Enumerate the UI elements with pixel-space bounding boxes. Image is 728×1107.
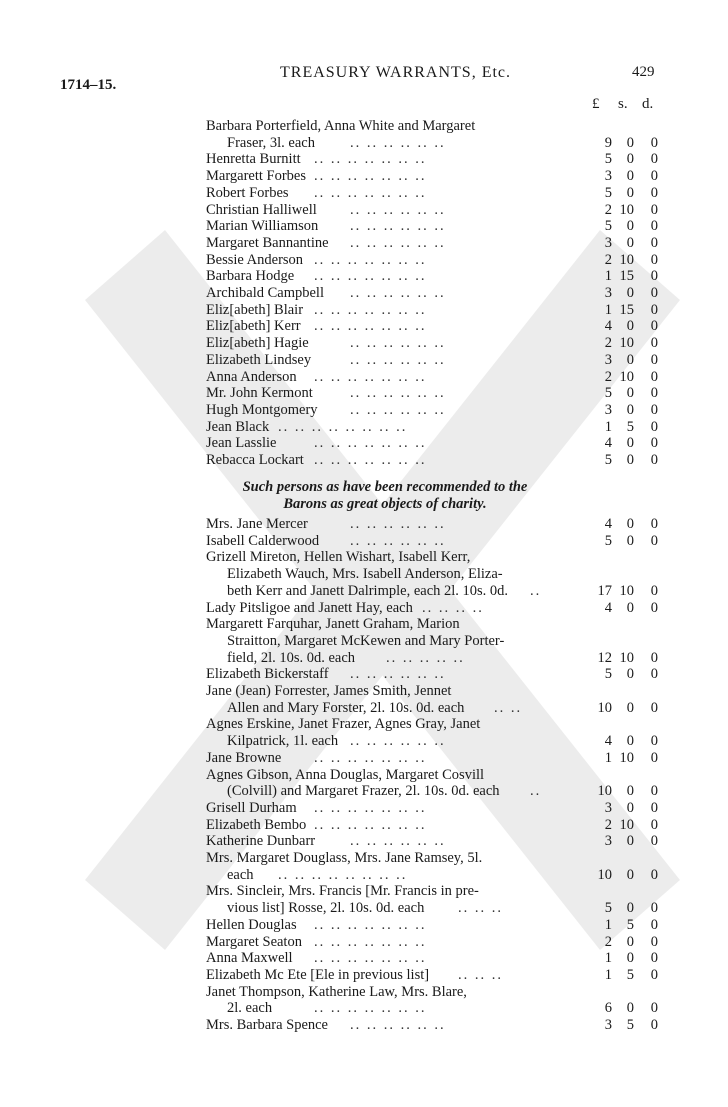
- entry-line: [206, 733, 664, 750]
- entry-line: [206, 984, 664, 1001]
- pounds-value: 10: [597, 866, 612, 883]
- pence-value: 0: [650, 516, 658, 532]
- section-heading-line: Barons as great objects of charity.: [283, 496, 487, 512]
- pence-value: 0: [650, 335, 658, 352]
- entry-line: [206, 369, 664, 386]
- pence-value: 0: [650, 900, 658, 917]
- pounds-value: 2: [604, 251, 612, 268]
- recipient-text: Fraser, 3l. each: [227, 134, 315, 151]
- recipient-text: Margaret Seaton: [206, 933, 302, 950]
- pounds-value: 4: [604, 435, 612, 452]
- recipient-text: Eliz[abeth] Kerr: [206, 318, 301, 335]
- shillings-value: 5: [626, 418, 634, 435]
- recipient-text: Mrs. Sincleir, Mrs. Francis [Mr. Francis in pre-: [206, 883, 479, 900]
- pounds-header: £: [592, 96, 600, 112]
- pence-value: 0: [650, 966, 658, 983]
- entry-line: [206, 883, 664, 900]
- pence-value: 0: [650, 418, 658, 435]
- shillings-value: 0: [626, 900, 634, 917]
- dot-leader: .. .. .. .. .. .. ..: [314, 301, 427, 318]
- pence-value: 0: [650, 351, 658, 368]
- recipient-text: vious list] Rosse, 2l. 10s. 0d. each: [227, 900, 425, 917]
- recipient-text: Jane (Jean) Forrester, James Smith, Jennet: [206, 683, 452, 699]
- recipient-text: Jane Browne: [206, 749, 282, 766]
- entry-line: [206, 800, 664, 817]
- recipient-text: Elizabeth Mc Ete [Ele in previous list]: [206, 966, 430, 983]
- recipient-text: Elizabeth Bembo: [206, 816, 307, 833]
- recipient-text: Mr. John Kermont: [206, 385, 313, 402]
- dot-leader: .. .. .. .. .. .. ..: [314, 251, 427, 268]
- recipient-text: 2l. each: [227, 1000, 273, 1017]
- entry-line: [206, 967, 664, 984]
- recipient-text: Barbara Hodge: [206, 268, 295, 285]
- recipient-text: Hellen Douglas: [206, 916, 297, 933]
- dot-leader: ..: [530, 582, 542, 599]
- entry-line: [206, 633, 664, 650]
- pounds-value: 6: [604, 1000, 612, 1017]
- dot-leader: .. .. .. .. .. .. ..: [314, 435, 427, 452]
- recipient-text: Lady Pitsligoe and Janett Hay, each: [206, 599, 413, 616]
- recipient-text: Rebacca Lockart: [206, 452, 304, 468]
- recipient-text: each: [227, 866, 254, 883]
- pounds-value: 3: [604, 234, 612, 251]
- pence-value: 0: [650, 799, 658, 816]
- pence-value: 0: [650, 184, 658, 201]
- entry-line: [206, 235, 664, 252]
- pounds-value: 5: [604, 900, 612, 917]
- pounds-value: 3: [604, 401, 612, 418]
- pounds-value: 5: [604, 385, 612, 402]
- entry-line: [206, 168, 664, 185]
- recipient-text: field, 2l. 10s. 0d. each: [227, 649, 356, 666]
- recipient-text: Christian Halliwell: [206, 201, 317, 218]
- entry-line: [206, 817, 664, 834]
- shillings-value: 0: [626, 134, 634, 151]
- pence-value: 0: [650, 666, 658, 683]
- entry-line: [206, 900, 664, 917]
- pence-value: 0: [650, 218, 658, 235]
- pence-value: 0: [650, 452, 658, 468]
- entry-line: [206, 268, 664, 285]
- recipient-text: Anna Anderson: [206, 368, 297, 385]
- pence-value: 0: [650, 234, 658, 251]
- shillings-value: 0: [626, 318, 634, 335]
- dot-leader: .. .. .. .. .. .. ..: [314, 816, 427, 833]
- pence-value: 0: [650, 151, 658, 168]
- pounds-value: 5: [604, 532, 612, 549]
- dot-leader: .. .. .. .. .. .. ..: [314, 1000, 427, 1017]
- entry-line: [206, 335, 664, 352]
- dot-leader: .. .. .. .. .. .. ..: [314, 268, 427, 285]
- shillings-value: 0: [626, 401, 634, 418]
- dot-leader: .. .. .. .. .. ..: [350, 385, 446, 402]
- dot-leader: .. .. .. .. .. ..: [350, 1017, 446, 1033]
- pounds-value: 1: [604, 418, 612, 435]
- pounds-value: 5: [604, 666, 612, 683]
- recipient-text: Anna Maxwell: [206, 950, 293, 967]
- pounds-value: 1: [604, 749, 612, 766]
- shillings-value: 0: [626, 799, 634, 816]
- entry-line: [206, 385, 664, 402]
- pence-value: 0: [650, 582, 658, 599]
- entry-line: [206, 767, 664, 784]
- dot-leader: .. .. .. .. .. .. ..: [314, 799, 427, 816]
- dot-leader: .. .. ..: [458, 900, 503, 917]
- entry-line: [206, 302, 664, 319]
- pounds-value: 10: [597, 699, 612, 716]
- pence-value: 0: [650, 933, 658, 950]
- recipient-text: Eliz[abeth] Hagie: [206, 335, 309, 352]
- recipient-text: Eliz[abeth] Blair: [206, 301, 304, 318]
- shillings-value: 10: [619, 816, 634, 833]
- shillings-value: 0: [626, 184, 634, 201]
- pence-value: 0: [650, 733, 658, 750]
- entry-line: [206, 700, 664, 717]
- pence-value: 0: [650, 866, 658, 883]
- pounds-value: 17: [597, 582, 612, 599]
- shillings-value: 0: [626, 516, 634, 532]
- pounds-value: 5: [604, 151, 612, 168]
- entry-line: [206, 252, 664, 269]
- recipient-text: beth Kerr and Janett Dalrimple, each 2l. 10s. 0d.: [227, 582, 509, 599]
- dot-leader: .. .. .. .. .. ..: [350, 401, 446, 418]
- entry-line: [206, 135, 664, 152]
- recipient-text: Margarett Forbes: [206, 168, 306, 185]
- pence-value: 0: [650, 816, 658, 833]
- entry-line: [206, 1000, 664, 1017]
- recipient-text: Margaret Bannantine: [206, 234, 329, 251]
- pence-value: 0: [650, 318, 658, 335]
- entry-line: [206, 202, 664, 219]
- pence-value: 0: [650, 134, 658, 151]
- shillings-value: 10: [619, 335, 634, 352]
- pounds-value: 2: [604, 201, 612, 218]
- pounds-value: 5: [604, 218, 612, 235]
- pounds-value: 4: [604, 318, 612, 335]
- recipient-text: Jean Lasslie: [206, 435, 277, 452]
- entry-line: [206, 783, 664, 800]
- pounds-value: 3: [604, 168, 612, 185]
- pence-value: 0: [650, 368, 658, 385]
- dot-leader: .. .. .. .. ..: [386, 649, 465, 666]
- shillings-value: 0: [626, 385, 634, 402]
- dot-leader: .. .. .. .. .. .. ..: [314, 933, 427, 950]
- pence-value: 0: [650, 251, 658, 268]
- shillings-value: 0: [626, 733, 634, 750]
- running-title: TREASURY WARRANTS, Etc.: [280, 64, 512, 81]
- shillings-value: 0: [626, 218, 634, 235]
- recipient-text: Elizabeth Wauch, Mrs. Isabell Anderson, Eliza-: [227, 566, 503, 583]
- pounds-value: 2: [604, 933, 612, 950]
- dot-leader: .. .. .. .. .. ..: [350, 733, 446, 750]
- entry-line: [206, 850, 664, 867]
- entry-line: [206, 118, 664, 135]
- recipient-text: Henretta Burnitt: [206, 151, 301, 168]
- pence-value: 0: [650, 201, 658, 218]
- entry-line: [206, 650, 664, 667]
- recipient-text: Hugh Montgomery: [206, 401, 318, 418]
- entry-line: [206, 352, 664, 369]
- shillings-value: 0: [626, 532, 634, 549]
- shillings-value: 0: [626, 783, 634, 800]
- shillings-value: 0: [626, 699, 634, 716]
- pence-value: 0: [650, 699, 658, 716]
- shillings-value: 0: [626, 234, 634, 251]
- recipient-text: Allen and Mary Forster, 2l. 10s. 0d. each: [227, 699, 465, 716]
- pounds-value: 1: [604, 301, 612, 318]
- pence-value: 0: [650, 1017, 658, 1033]
- pence-value: 0: [650, 435, 658, 452]
- dot-leader: .. .. .. .. .. .. .. ..: [278, 418, 408, 435]
- pence-value: 0: [650, 599, 658, 616]
- shillings-value: 0: [626, 351, 634, 368]
- pounds-value: 12: [597, 649, 612, 666]
- dot-leader: .. .. ..: [458, 966, 503, 983]
- recipient-text: Elizabeth Lindsey: [206, 351, 312, 368]
- shillings-value: 0: [626, 599, 634, 616]
- shillings-value: 10: [619, 201, 634, 218]
- recipient-text: Bessie Anderson: [206, 251, 304, 268]
- shillings-value: 0: [626, 168, 634, 185]
- shillings-value: 15: [619, 301, 634, 318]
- shillings-value: 10: [619, 368, 634, 385]
- entry-line: [206, 583, 664, 600]
- shillings-value: 0: [626, 285, 634, 301]
- entry-line: [206, 185, 664, 202]
- pounds-value: 1: [604, 966, 612, 983]
- entry-line: [206, 950, 664, 967]
- pounds-value: 2: [604, 335, 612, 352]
- pounds-value: 4: [604, 733, 612, 750]
- pounds-value: 1: [604, 268, 612, 285]
- recipient-text: Janet Thompson, Katherine Law, Mrs. Blare,: [206, 983, 467, 1000]
- dot-leader: .. .. .. .. .. ..: [350, 234, 446, 251]
- dot-leader: ..: [530, 783, 542, 800]
- dot-leader: .. .. .. .. .. .. ..: [314, 749, 427, 766]
- dot-leader: .. .. .. .. .. .. ..: [314, 151, 427, 168]
- pounds-value: 5: [604, 184, 612, 201]
- section-heading-line: Such persons as have been recommended to the: [242, 479, 528, 495]
- pence-value: 0: [650, 168, 658, 185]
- recipient-text: Straitton, Margaret McKewen and Mary Porter-: [227, 632, 505, 649]
- recipient-text: Archibald Campbell: [206, 285, 324, 301]
- shillings-value: 0: [626, 666, 634, 683]
- entry-line: [206, 666, 664, 683]
- pence-value: 0: [650, 285, 658, 301]
- entry-line: [206, 516, 664, 533]
- pence-value: 0: [650, 749, 658, 766]
- pounds-value: 9: [604, 134, 612, 151]
- pounds-value: 1: [604, 916, 612, 933]
- dot-leader: .. .. .. .. .. ..: [350, 516, 446, 532]
- dot-leader: .. .. .. .. .. ..: [350, 351, 446, 368]
- pounds-value: 2: [604, 816, 612, 833]
- dot-leader: .. .. .. .. .. ..: [350, 285, 446, 301]
- pence-value: 0: [650, 385, 658, 402]
- shillings-value: 0: [626, 1000, 634, 1017]
- entry-line: [206, 533, 664, 550]
- shillings-value: 0: [626, 435, 634, 452]
- pounds-value: 3: [604, 285, 612, 301]
- entry-line: [206, 716, 664, 733]
- recipient-text: Grisell Durham: [206, 799, 297, 816]
- shillings-value: 15: [619, 268, 634, 285]
- shillings-value: 0: [626, 833, 634, 850]
- shillings-value: 10: [619, 749, 634, 766]
- dot-leader: .. .. .. .. .. .. ..: [314, 184, 427, 201]
- pence-value: 0: [650, 833, 658, 850]
- pence-value: 0: [650, 649, 658, 666]
- pounds-value: 4: [604, 599, 612, 616]
- entry-line: [206, 616, 664, 633]
- pence-header: d.: [642, 96, 654, 112]
- recipient-text: Agnes Gibson, Anna Douglas, Margaret Cosvill: [206, 766, 485, 783]
- recipient-text: Margarett Farquhar, Janett Graham, Marion: [206, 616, 460, 633]
- recipient-text: Mrs. Barbara Spence: [206, 1017, 328, 1033]
- shillings-value: 10: [619, 582, 634, 599]
- recipient-text: Agnes Erskine, Janet Frazer, Agnes Gray, Janet: [206, 716, 481, 733]
- pence-value: 0: [650, 950, 658, 967]
- pence-value: 0: [650, 301, 658, 318]
- pence-value: 0: [650, 1000, 658, 1017]
- shillings-value: 5: [626, 1017, 634, 1033]
- shillings-value: 10: [619, 649, 634, 666]
- recipient-text: Isabell Calderwood: [206, 532, 320, 549]
- pounds-value: 5: [604, 452, 612, 468]
- entry-line: [206, 419, 664, 436]
- recipient-text: Marian Williamson: [206, 218, 319, 235]
- recipient-text: Kilpatrick, 1l. each: [227, 733, 339, 750]
- entry-line: [206, 683, 664, 700]
- entry-line: [206, 867, 664, 884]
- recipient-text: Robert Forbes: [206, 184, 289, 201]
- shillings-value: 0: [626, 950, 634, 967]
- entry-line: [206, 600, 664, 617]
- pence-value: 0: [650, 532, 658, 549]
- pounds-value: 4: [604, 516, 612, 532]
- recipient-text: Elizabeth Bickerstaff: [206, 666, 329, 683]
- entry-line: [206, 402, 664, 419]
- pence-value: 0: [650, 268, 658, 285]
- shillings-value: 5: [626, 966, 634, 983]
- shillings-value: 5: [626, 916, 634, 933]
- recipient-text: Barbara Porterfield, Anna White and Margaret: [206, 118, 476, 134]
- dot-leader: .. .. .. .. .. .. .. ..: [278, 866, 408, 883]
- entry-line: [206, 435, 664, 452]
- entry-line: [206, 318, 664, 335]
- entry-line: [206, 934, 664, 951]
- shillings-value: 0: [626, 933, 634, 950]
- dot-leader: .. .. .. .. .. ..: [350, 833, 446, 850]
- entry-line: [206, 833, 664, 850]
- pounds-value: 2: [604, 368, 612, 385]
- recipient-text: Grizell Mireton, Hellen Wishart, Isabell Kerr,: [206, 549, 471, 566]
- pounds-value: 1: [604, 950, 612, 967]
- dot-leader: .. .. .. .. .. ..: [350, 201, 446, 218]
- entry-line: [206, 549, 664, 566]
- entry-line: [206, 285, 664, 302]
- recipient-text: Katherine Dunbarr: [206, 833, 316, 850]
- page-number: 429: [632, 64, 655, 80]
- dot-leader: .. .. .. .. .. .. ..: [314, 452, 427, 468]
- pence-value: 0: [650, 916, 658, 933]
- dot-leader: .. .. .. .. .. .. ..: [314, 950, 427, 967]
- shillings-header: s.: [618, 96, 628, 112]
- pounds-value: 10: [597, 783, 612, 800]
- entry-line: [206, 750, 664, 767]
- year-range: 1714–15.: [60, 77, 117, 93]
- dot-leader: .. .. .. .. .. .. ..: [314, 318, 427, 335]
- shillings-value: 10: [619, 251, 634, 268]
- entry-line: [206, 151, 664, 168]
- dot-leader: .. .. .. .. .. .. ..: [314, 916, 427, 933]
- dot-leader: .. .. .. .. .. ..: [350, 218, 446, 235]
- entry-line: [206, 452, 664, 469]
- dot-leader: .. .. .. .. .. .. ..: [314, 168, 427, 185]
- recipient-text: Mrs. Margaret Douglass, Mrs. Jane Ramsey, 5l.: [206, 850, 483, 866]
- pounds-value: 3: [604, 799, 612, 816]
- recipient-text: Mrs. Jane Mercer: [206, 516, 308, 532]
- shillings-value: 0: [626, 452, 634, 468]
- dot-leader: .. ..: [494, 699, 523, 716]
- entry-line: [206, 917, 664, 934]
- pounds-value: 3: [604, 1017, 612, 1033]
- pence-value: 0: [650, 783, 658, 800]
- dot-leader: .. .. .. .. .. ..: [350, 335, 446, 352]
- dot-leader: .. .. .. .. .. .. ..: [314, 368, 427, 385]
- pounds-value: 3: [604, 833, 612, 850]
- dot-leader: .. .. .. .. .. ..: [350, 532, 446, 549]
- dot-leader: .. .. .. ..: [422, 599, 484, 616]
- entry-line: [206, 218, 664, 235]
- entry-line: [206, 566, 664, 583]
- pounds-value: 3: [604, 351, 612, 368]
- dot-leader: .. .. .. .. .. ..: [350, 666, 446, 683]
- dot-leader: .. .. .. .. .. ..: [350, 134, 446, 151]
- shillings-value: 0: [626, 866, 634, 883]
- entry-line: [206, 1017, 664, 1034]
- recipient-text: (Colvill) and Margaret Frazer, 2l. 10s. 0d. each: [227, 783, 500, 800]
- shillings-value: 0: [626, 151, 634, 168]
- recipient-text: Jean Black: [206, 418, 270, 435]
- pence-value: 0: [650, 401, 658, 418]
